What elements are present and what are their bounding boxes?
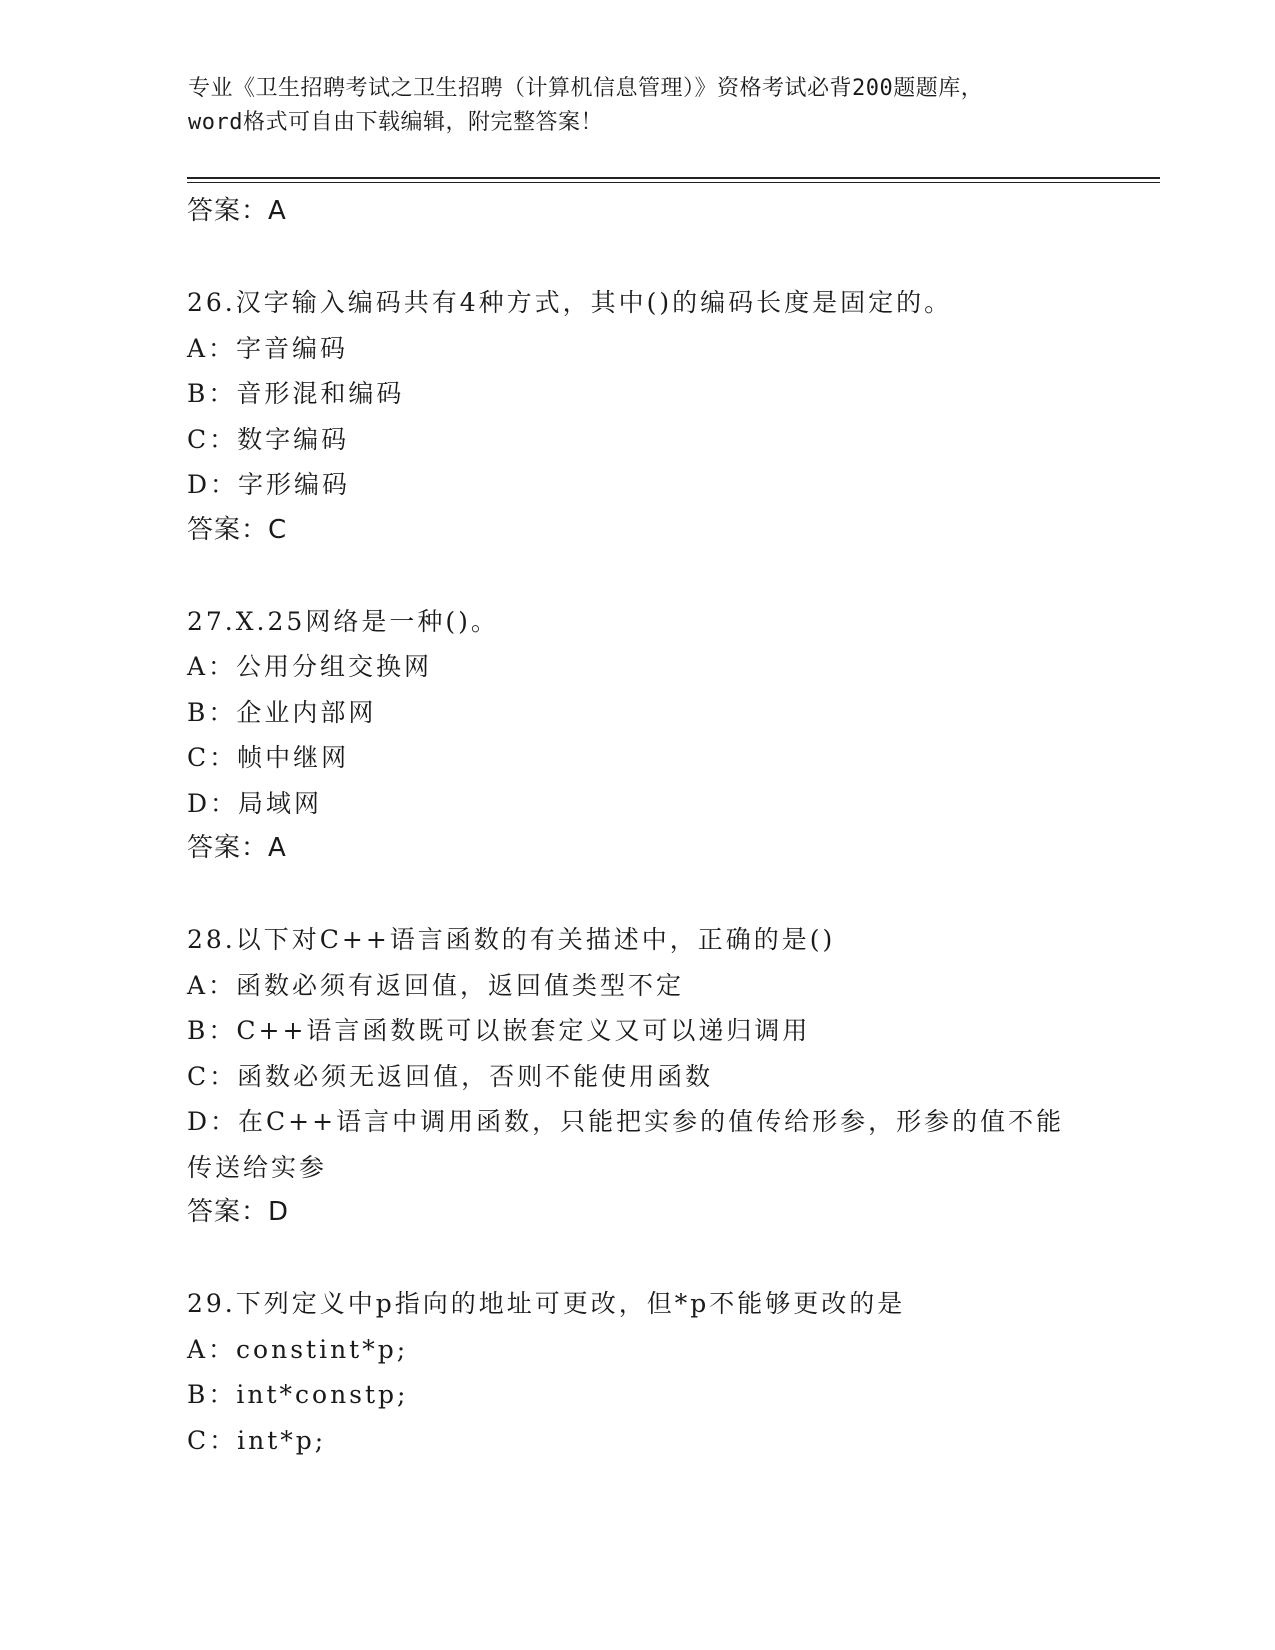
option-b: B：音形混和编码 [187, 379, 405, 408]
option-c: C：int*p; [187, 1425, 327, 1455]
option-a: A：字音编码 [187, 333, 349, 363]
option-d: D：字形编码 [187, 470, 351, 499]
question-26 [187, 280, 1087, 553]
option-b: B：int*constp; [187, 1380, 409, 1409]
spacer [187, 235, 1087, 281]
header-rule-thin [187, 182, 1160, 183]
option-b: B：企业内部网 [187, 697, 377, 727]
question-list [187, 189, 1087, 1463]
header-rule-thick [187, 177, 1160, 179]
spacer [187, 1236, 1087, 1282]
answer: 答案：A [187, 833, 287, 863]
option-a: A：公用分组交换网 [187, 652, 433, 681]
question-text: 27.X.25网络是一种()。 [187, 606, 499, 636]
option-a: A：constint*p; [187, 1334, 409, 1364]
header-line-2: word格式可自由下载编辑，附完整答案！ [188, 110, 603, 135]
option-d: D：局域网 [187, 788, 323, 818]
option-c: C：数字编码 [187, 424, 350, 454]
previous-answer: 答案：A [187, 196, 287, 226]
document-header [188, 72, 1088, 140]
option-d: D：在C++语言中调用函数，只能把实参的值传给形参，形参的值不能 [187, 1107, 1065, 1136]
header-line-1: 专业《卫生招聘考试之卫生招聘（计算机信息管理）》资格考试必背200题题库， [188, 76, 984, 101]
question-27 [187, 599, 1087, 872]
question-text: 26.汉字输入编码共有4种方式，其中()的编码长度是固定的。 [187, 288, 953, 317]
option-c: C：函数必须无返回值，否则不能使用函数 [187, 1061, 714, 1091]
option-a: A：函数必须有返回值，返回值类型不定 [187, 970, 685, 1000]
question-text: 28.以下对C++语言函数的有关描述中，正确的是() [187, 925, 836, 954]
option-b: B：C++语言函数既可以嵌套定义又可以递归调用 [187, 1016, 811, 1045]
question-28 [187, 917, 1087, 1236]
answer: 答案：C [187, 514, 288, 545]
spacer [187, 872, 1087, 918]
answer: 答案：D [187, 1197, 290, 1227]
question-29 [187, 1281, 1087, 1463]
option-d-continued: 传送给实参 [187, 1152, 328, 1182]
question-text: 29.下列定义中p指向的地址可更改，但*p不能够更改的是 [187, 1289, 906, 1318]
spacer [187, 553, 1087, 599]
option-c: C：帧中继网 [187, 743, 350, 772]
